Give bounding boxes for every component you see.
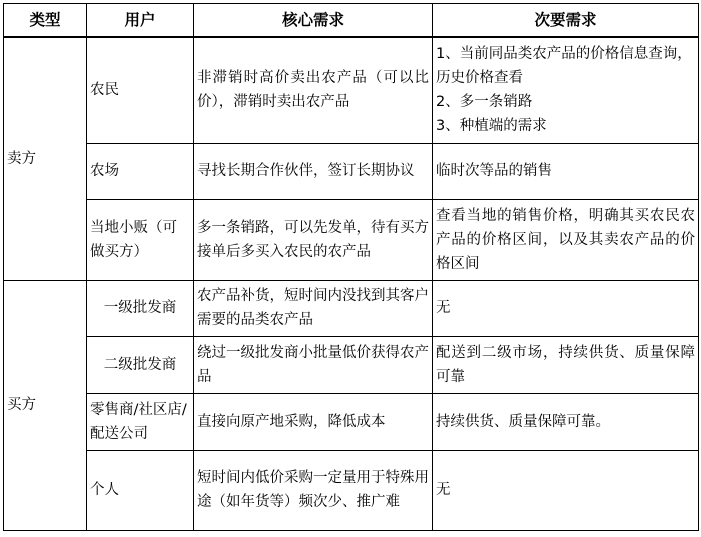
table-row: [4, 37, 699, 143]
header-core-need: 核心需求: [194, 4, 433, 38]
secondary-need-line: 3、种植端的需求: [436, 118, 547, 135]
user-cell: 二级批发商: [87, 337, 194, 394]
secondary-need-cell: 无: [433, 280, 699, 337]
user-cell: 一级批发商: [87, 280, 194, 337]
header-row: [4, 4, 699, 38]
core-need-cell: 短时间内低价采购一定量用于特殊用途（如年货等）频次少、推广难: [194, 450, 433, 530]
user-cell: 当地小贩（可做买方）: [87, 200, 194, 280]
table-row: [4, 200, 699, 280]
table-row: [4, 143, 699, 200]
secondary-need-cell: 无: [433, 450, 699, 530]
table-row: [4, 280, 699, 337]
secondary-need-cell: 配送到二级市场，持续供货、质量保障可靠: [433, 337, 699, 394]
core-need-cell: 绕过一级批发商小批量低价获得农产品: [194, 337, 433, 394]
table-row: [4, 337, 699, 394]
header-user: 用户: [87, 4, 194, 38]
secondary-need-cell: 查看当地的销售价格，明确其买农民农产品的价格区间，以及其卖农产品的价格区间: [433, 200, 699, 280]
header-type: 类型: [4, 4, 87, 38]
core-need-cell: 农产品补货，短时间内没找到其客户需要的品类农产品: [194, 280, 433, 337]
secondary-need-cell: 持续供货、质量保障可靠。: [433, 393, 699, 450]
core-need-cell: 多一条销路，可以先发单，待有买方接单后多买入农民的农产品: [194, 200, 433, 280]
secondary-need-line: 1、当前同品类农产品的价格信息查询，历史价格查看: [436, 46, 692, 87]
user-cell: 农场: [87, 143, 194, 200]
header-secondary-need: 次要需求: [433, 4, 699, 38]
type-cell-seller: 卖方: [4, 37, 87, 280]
core-need-cell: 非滞销时高价卖出农产品（可以比价），滞销时卖出农产品: [194, 37, 433, 143]
core-need-cell: 寻找长期合作伙伴，签订长期协议: [194, 143, 433, 200]
secondary-need-line: 2、多一条销路: [436, 94, 533, 111]
requirements-table: [3, 3, 699, 531]
user-cell: 农民: [87, 37, 194, 143]
table-row: [4, 450, 699, 530]
user-cell: 个人: [87, 450, 194, 530]
core-need-cell: 直接向原产地采购，降低成本: [194, 393, 433, 450]
table-row: [4, 393, 699, 450]
user-cell: 零售商/社区店/配送公司: [87, 393, 194, 450]
secondary-need-cell: 临时次等品的销售: [433, 143, 699, 200]
type-cell-buyer: 买方: [4, 280, 87, 530]
secondary-need-cell: [433, 37, 699, 143]
